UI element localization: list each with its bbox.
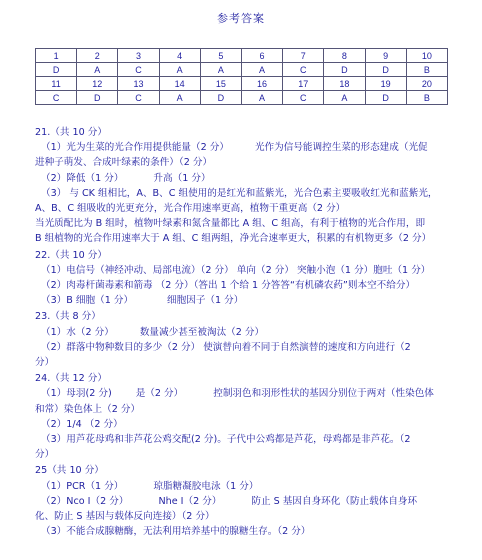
answer-cell: C (118, 91, 159, 105)
question-number-cell: 13 (118, 77, 159, 91)
q24-line-2: 和常）染色体上（2 分） (35, 403, 141, 415)
answer-cell: D (36, 63, 77, 77)
question-number-cell: 7 (283, 49, 324, 63)
answer-cell: B (406, 63, 447, 77)
question-number-cell: 15 (200, 77, 241, 91)
q21-line-3 (35, 171, 455, 186)
answer-cell: A (159, 91, 200, 105)
q21-line-5: A、B、C 组吸收的光更充分，光合作用速率更高，植物干重更高（2 分） (35, 203, 346, 215)
answer-cell: A (324, 91, 365, 105)
question-number-cell: 11 (36, 77, 77, 91)
q21-heading: 21.（共 10 分） (35, 127, 107, 138)
q22-part-3a: （3）B 细胞（1 分） (41, 295, 134, 307)
answer-cell: D (365, 91, 406, 105)
question-number-cell: 3 (118, 49, 159, 63)
q21-part-3a: （2）降低（1 分） (41, 172, 124, 184)
question-number-cell: 16 (241, 77, 282, 91)
q22-part-3b: 细胞因子（1 分） (167, 295, 244, 307)
q24-part-1b: 是（2 分） (135, 388, 184, 400)
q21-line-2: 进种子萌发、合成叶绿素的条件）（2 分） (35, 157, 213, 169)
q25-part-2c: 防止 S 基因自身环化（防止载体自身环 (251, 495, 418, 507)
q21-part-1b: 光作为信号能调控生菜的形态建成（光促 (254, 142, 428, 154)
answer-cell: C (283, 63, 324, 77)
question-number-cell: 19 (365, 77, 406, 91)
q25-line-4: （3）不能合成腺糖酶，无法利用培养基中的腺糖生存。（2 分） (41, 526, 311, 538)
q24-line-1 (35, 386, 455, 401)
q25-line-1 (35, 479, 455, 494)
q25-line-3: 化、防止 S 基因与载体反向连接）（2 分） (35, 511, 215, 523)
q25-heading: 25（共 10 分） (35, 465, 104, 477)
q24-line-5: 分） (35, 449, 55, 461)
answer-cell: A (241, 63, 282, 77)
q22-heading: 22.（共 10 分） (35, 249, 107, 261)
question-number-cell: 9 (365, 49, 406, 63)
question-number-cell: 5 (200, 49, 241, 63)
q25-part-2b: Nhe Ⅰ（2 分） (158, 495, 222, 507)
answer-cell: B (406, 91, 447, 105)
q23-heading: 23.（共 8 分） (35, 311, 101, 323)
answer-cell: D (324, 63, 365, 77)
table-row (36, 63, 448, 77)
q23-line-1 (35, 325, 455, 340)
q21-line-1 (35, 140, 455, 155)
q25-line-2 (35, 494, 455, 509)
answer-cell: A (159, 63, 200, 77)
question-number-cell: 6 (241, 49, 282, 63)
q24-line-3: （2）1/4 （2 分） (41, 418, 123, 430)
question-number-cell: 8 (324, 49, 365, 63)
answer-table (35, 48, 448, 105)
q23-line-3: 分） (35, 357, 55, 369)
page-title: 参考答案 (217, 12, 265, 25)
q24-heading: 24.（共 12 分） (35, 373, 107, 385)
question-number-cell: 20 (406, 77, 447, 91)
q23-line-2: （2）群落中物种数目的多少（2 分） 使演替向着不同于自然演替的速度和方向进行（2 (41, 341, 411, 353)
q23-part-1a: （1）水（2 分） (41, 326, 114, 338)
q22-line-2: （2）肉毒杆菌毒素和箭毒 （2 分）（答出 1 个给 1 分答答“有机磷农药”则本空不给分） (41, 280, 416, 292)
question-number-cell: 17 (283, 77, 324, 91)
q25-part-2a: （2）Nco Ⅰ（2 分） (41, 495, 129, 507)
answer-cell: A (200, 63, 241, 77)
q21-part-1a: （1）光为生菜的光合作用提供能量（2 分） (41, 142, 229, 154)
table-row (36, 77, 448, 91)
q25-part-1b: 琼脂糖凝胶电泳（1 分） (153, 480, 259, 492)
question-number-cell: 1 (36, 49, 77, 63)
table-row (36, 91, 448, 105)
q24-part-1a: （1）母羽(2 分) (41, 388, 112, 400)
table-row (36, 49, 448, 63)
answer-cell: D (365, 63, 406, 77)
q22-line-3 (35, 293, 455, 308)
q24-line-4: （3）用芦花母鸡和非芦花公鸡交配(2 分)。子代中公鸡都是芦花，母鸡都是非芦花。（2 (41, 434, 411, 446)
q25-part-1a: （1）PCR（1 分） (41, 480, 124, 492)
q21-line-6: 当光质配比为 B 组时，植物叶绿素和氮含量都比 A 组、C 组高，有利于植物的光合作用，即 (35, 218, 426, 230)
question-number-cell: 12 (77, 77, 118, 91)
answer-cell: D (77, 91, 118, 105)
answer-cell: D (200, 91, 241, 105)
question-number-cell: 2 (77, 49, 118, 63)
q22-line-1: （1）电信号（神经冲动、局部电流）（2 分） 单向（2 分） 突触小泡（1 分）胞吐（1 分） (41, 264, 431, 276)
answer-cell: A (241, 91, 282, 105)
answer-cell: C (36, 91, 77, 105)
answer-explanations (35, 124, 455, 539)
answer-cell: C (118, 63, 159, 77)
question-number-cell: 10 (406, 49, 447, 63)
q23-part-1b: 数量减少甚至被淘汰（2 分） (139, 326, 265, 338)
question-number-cell: 4 (159, 49, 200, 63)
q24-part-1c: 控制羽色和羽形性状的基因分别位于两对（性染色体 (213, 388, 434, 400)
q21-part-3b: 升高（1 分） (153, 172, 211, 184)
answer-cell: A (77, 63, 118, 77)
q21-line-4: （3） 与 CK 组相比，A、B、C 组使用的是红光和蓝紫光，光合色素主要吸收红光和蓝紫光， (41, 187, 438, 199)
q21-line-7: B 组植物的光合作用速率大于 A 组、C 组两组，净光合速率更大，积累的有机物更多（2 分） (35, 233, 432, 245)
answer-cell: C (283, 91, 324, 105)
question-number-cell: 14 (159, 77, 200, 91)
question-number-cell: 18 (324, 77, 365, 91)
